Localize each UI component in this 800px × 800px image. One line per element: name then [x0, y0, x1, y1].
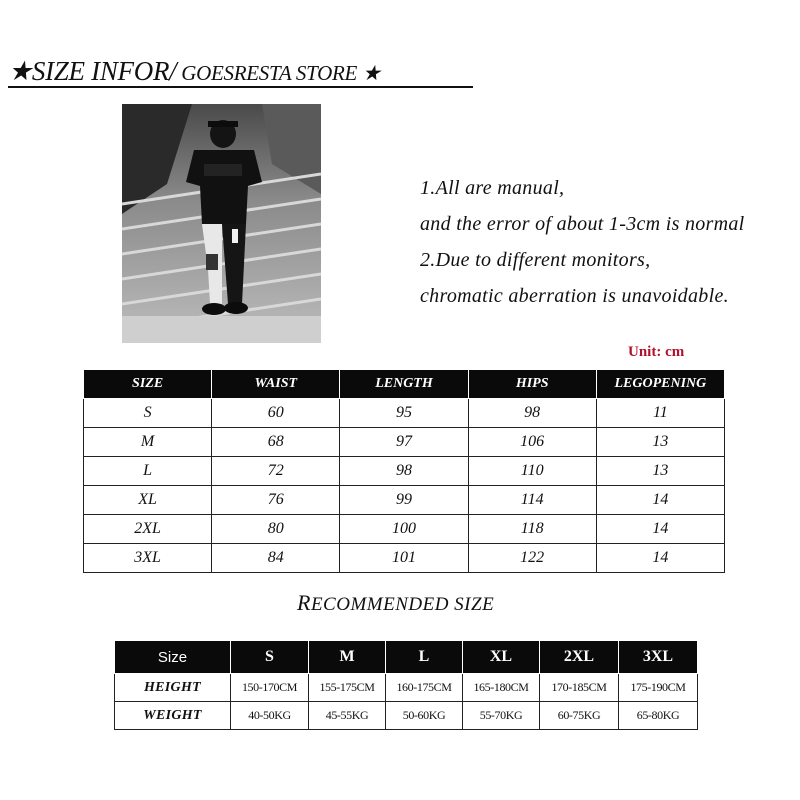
column-header: HIPS — [468, 370, 596, 399]
table-cell: S — [84, 399, 212, 428]
table-cell: 65-80KG — [619, 702, 698, 730]
table-cell: 99 — [340, 486, 468, 515]
column-header: WAIST — [212, 370, 340, 399]
table-cell: 160-175CM — [386, 674, 463, 702]
table-row — [84, 486, 725, 515]
table-row — [84, 457, 725, 486]
header-title-main: ★SIZE INFOR/ — [8, 56, 177, 86]
table-cell: 118 — [468, 515, 596, 544]
recommended-title-rest: ECOMMENDED SIZE — [310, 594, 495, 615]
row-label: WEIGHT — [115, 702, 231, 730]
table-cell: 150-170CM — [231, 674, 309, 702]
table-cell: 101 — [340, 544, 468, 573]
note-line: chromatic aberration is unavoidable. — [420, 285, 729, 307]
table-cell: 84 — [212, 544, 340, 573]
table-cell: 170-185CM — [540, 674, 619, 702]
table-row — [115, 674, 698, 702]
unit-label: Unit: cm — [628, 344, 685, 360]
table-cell: 2XL — [84, 515, 212, 544]
table-header-row — [115, 641, 698, 674]
note-line: 2.Due to different monitors, — [420, 249, 651, 271]
table-cell: 106 — [468, 428, 596, 457]
recommended-title-initial: R — [297, 590, 311, 615]
table-cell: 13 — [596, 428, 724, 457]
column-header: SIZE — [84, 370, 212, 399]
table-cell: 95 — [340, 399, 468, 428]
table-cell: L — [84, 457, 212, 486]
table-cell: 122 — [468, 544, 596, 573]
column-header: S — [231, 641, 309, 674]
recommended-size-title — [297, 590, 494, 616]
model-photo-illustration — [122, 104, 321, 343]
table-cell: 11 — [596, 399, 724, 428]
notes-block — [420, 170, 798, 314]
size-chart-table — [83, 369, 725, 573]
column-header: L — [386, 641, 463, 674]
column-header: XL — [463, 641, 540, 674]
table-cell: 97 — [340, 428, 468, 457]
table-cell: 98 — [340, 457, 468, 486]
table-cell: 114 — [468, 486, 596, 515]
table-cell: 76 — [212, 486, 340, 515]
column-header: LENGTH — [340, 370, 468, 399]
table-cell: 3XL — [84, 544, 212, 573]
table-row — [84, 544, 725, 573]
table-cell: 175-190CM — [619, 674, 698, 702]
table-cell: 100 — [340, 515, 468, 544]
table-cell: 50-60KG — [386, 702, 463, 730]
table-row — [84, 399, 725, 428]
table-cell: 14 — [596, 515, 724, 544]
header-title — [8, 54, 478, 90]
table-row — [115, 702, 698, 730]
column-header: 2XL — [540, 641, 619, 674]
column-header: Size — [115, 641, 231, 674]
table-cell: 45-55KG — [309, 702, 386, 730]
table-cell: 60-75KG — [540, 702, 619, 730]
column-header: 3XL — [619, 641, 698, 674]
row-label: HEIGHT — [115, 674, 231, 702]
table-cell: 60 — [212, 399, 340, 428]
table-cell: 165-180CM — [463, 674, 540, 702]
model-photo — [122, 104, 321, 343]
column-header: LEGOPENING — [596, 370, 724, 399]
table-cell: 55-70KG — [463, 702, 540, 730]
table-cell: 155-175CM — [309, 674, 386, 702]
table-row — [84, 428, 725, 457]
table-cell: 80 — [212, 515, 340, 544]
table-cell: 14 — [596, 486, 724, 515]
page-header — [8, 54, 478, 88]
table-row — [84, 515, 725, 544]
table-cell: 40-50KG — [231, 702, 309, 730]
column-header: M — [309, 641, 386, 674]
header-store-name: GOESRESTA STORE ★ — [176, 61, 381, 85]
table-cell: M — [84, 428, 212, 457]
table-cell: 110 — [468, 457, 596, 486]
table-cell: 72 — [212, 457, 340, 486]
table-cell: 68 — [212, 428, 340, 457]
note-line: and the error of about 1-3cm is normal — [420, 213, 745, 235]
table-cell: XL — [84, 486, 212, 515]
table-cell: 13 — [596, 457, 724, 486]
header-underline — [8, 86, 473, 88]
table-header-row — [84, 370, 725, 399]
note-line: 1.All are manual, — [420, 177, 565, 199]
recommended-size-table — [114, 640, 698, 730]
table-cell: 98 — [468, 399, 596, 428]
table-cell: 14 — [596, 544, 724, 573]
